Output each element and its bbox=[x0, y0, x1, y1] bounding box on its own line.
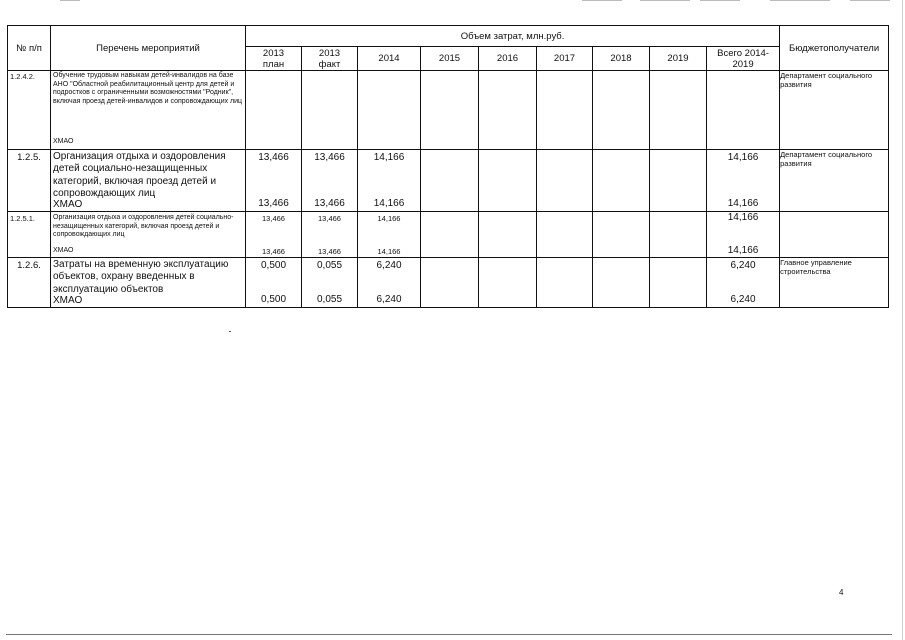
value-cell bbox=[537, 150, 593, 212]
value-cell bbox=[537, 258, 593, 308]
value-cell bbox=[479, 150, 537, 212]
year-header: 2016 bbox=[479, 47, 537, 71]
value-cell bbox=[707, 150, 780, 212]
event-cell bbox=[51, 71, 246, 150]
event-cell bbox=[51, 212, 246, 258]
value-total-sub: 6,240 bbox=[730, 294, 756, 305]
value-cell bbox=[707, 71, 780, 150]
value-cell bbox=[302, 212, 358, 258]
value-cell bbox=[302, 258, 358, 308]
value-cell bbox=[479, 71, 537, 150]
year-header: 2013 план bbox=[246, 47, 302, 71]
value-cell bbox=[358, 258, 421, 308]
value-cell bbox=[358, 150, 421, 212]
table-row bbox=[8, 71, 889, 150]
recipient-cell bbox=[780, 212, 889, 258]
event-name: Организация отдыха и оздоровления детей социально-незащищенных категорий, включая проезд детей и сопровождающих лиц bbox=[53, 214, 234, 239]
event-sub: ХМАО bbox=[53, 199, 83, 210]
value-total-sub: 14,166 bbox=[727, 198, 759, 209]
value-cell bbox=[593, 258, 650, 308]
header-row-top bbox=[8, 26, 889, 47]
bottom-edge-line bbox=[6, 634, 892, 635]
value-cell bbox=[650, 71, 707, 150]
value-plan: 13,466 bbox=[258, 152, 289, 163]
value-2014: 14,166 bbox=[373, 152, 405, 163]
value-fact: 13,466 bbox=[314, 152, 345, 163]
value-cell bbox=[479, 258, 537, 308]
year-header: 2019 bbox=[650, 47, 707, 71]
table-row bbox=[8, 258, 889, 308]
scan-speck bbox=[229, 331, 231, 332]
value-total: 6,240 bbox=[730, 260, 756, 271]
value-fact-sub: 13,466 bbox=[314, 198, 345, 209]
value-cell bbox=[302, 71, 358, 150]
value-cell bbox=[358, 212, 421, 258]
value-2014-sub: 14,166 bbox=[373, 198, 405, 209]
value-cell bbox=[707, 212, 780, 258]
value-cell bbox=[421, 71, 479, 150]
value-2014: 14,166 bbox=[377, 214, 401, 223]
page-number: 4 bbox=[839, 588, 844, 597]
value-cell bbox=[650, 212, 707, 258]
event-name: Затраты на временную эксплуатацию объектов, охрану введенных в эксплуатацию объектов bbox=[53, 259, 229, 295]
year-header: 2014 bbox=[358, 47, 421, 71]
value-cell bbox=[246, 150, 302, 212]
value-plan-sub: 0,500 bbox=[260, 294, 287, 305]
recipient-cell: Департамент социального развития bbox=[780, 150, 889, 212]
col-header-events: Перечень мероприятий bbox=[51, 26, 246, 71]
row-number: 1.2.6. bbox=[8, 258, 51, 308]
value-cell bbox=[421, 150, 479, 212]
value-2014: 6,240 bbox=[376, 260, 402, 271]
table-row bbox=[8, 150, 889, 212]
event-name: Организация отдыха и оздоровления детей социально-незащищенных категорий, включая проезд детей и сопровождающих лиц bbox=[53, 151, 226, 199]
recipient-cell: Департамент социального развития bbox=[780, 71, 889, 150]
col-header-num: № п/п bbox=[8, 26, 51, 71]
value-cell bbox=[246, 71, 302, 150]
value-cell bbox=[593, 212, 650, 258]
year-header: 2015 bbox=[421, 47, 479, 71]
value-cell bbox=[537, 71, 593, 150]
value-cell bbox=[246, 212, 302, 258]
event-sub: ХМАО bbox=[53, 295, 83, 306]
value-fact-sub: 0,055 bbox=[316, 294, 343, 305]
value-fact: 0,055 bbox=[316, 260, 343, 271]
value-plan-sub: 13,466 bbox=[258, 198, 289, 209]
value-cell bbox=[421, 212, 479, 258]
event-name: Обучение трудовым навыкам детей-инвалидов на базе АНО "Областной реабилитационный центр для детей и подростков с ограниченными возможностями "Родник", включая проезд детей-инвалидов и сопровождающих лиц bbox=[53, 72, 243, 105]
value-cell bbox=[593, 71, 650, 150]
event-sub: ХМАО bbox=[53, 247, 74, 254]
table-row bbox=[8, 212, 889, 258]
year-header: 2017 bbox=[537, 47, 593, 71]
value-fact: 13,466 bbox=[318, 214, 341, 223]
value-fact-sub: 13,466 bbox=[318, 247, 341, 256]
value-cell bbox=[650, 150, 707, 212]
event-sub: ХМАО bbox=[53, 138, 74, 145]
expenditure-table bbox=[7, 25, 889, 308]
col-header-cost: Объем затрат, млн.руб. bbox=[246, 26, 780, 47]
event-cell bbox=[51, 150, 246, 212]
value-cell bbox=[593, 150, 650, 212]
year-header: Всего 2014-2019 bbox=[707, 47, 780, 71]
value-cell bbox=[707, 258, 780, 308]
row-number: 1.2.5. bbox=[8, 150, 51, 212]
row-number: 1.2.4.2. bbox=[8, 71, 51, 150]
value-plan: 13,466 bbox=[262, 214, 285, 223]
col-header-recipients: Бюджетополучатели bbox=[780, 26, 889, 71]
recipient-cell: Главное управление строительства bbox=[780, 258, 889, 308]
value-cell bbox=[479, 212, 537, 258]
top-edge-marks bbox=[0, 0, 905, 4]
value-cell bbox=[537, 212, 593, 258]
row-number: 1.2.5.1. bbox=[8, 212, 51, 258]
value-plan: 0,500 bbox=[260, 260, 287, 271]
value-cell bbox=[650, 258, 707, 308]
right-edge-line bbox=[902, 0, 903, 640]
value-cell bbox=[246, 258, 302, 308]
value-cell bbox=[302, 150, 358, 212]
year-header: 2018 bbox=[593, 47, 650, 71]
value-total: 14,166 bbox=[727, 212, 759, 223]
value-2014-sub: 14,166 bbox=[377, 247, 401, 256]
value-cell bbox=[358, 71, 421, 150]
value-2014-sub: 6,240 bbox=[376, 294, 402, 305]
year-header: 2013 факт bbox=[302, 47, 358, 71]
event-cell bbox=[51, 258, 246, 308]
value-total: 14,166 bbox=[727, 152, 759, 163]
value-plan-sub: 13,466 bbox=[262, 247, 285, 256]
value-cell bbox=[421, 258, 479, 308]
value-total-sub: 14,166 bbox=[727, 245, 759, 256]
